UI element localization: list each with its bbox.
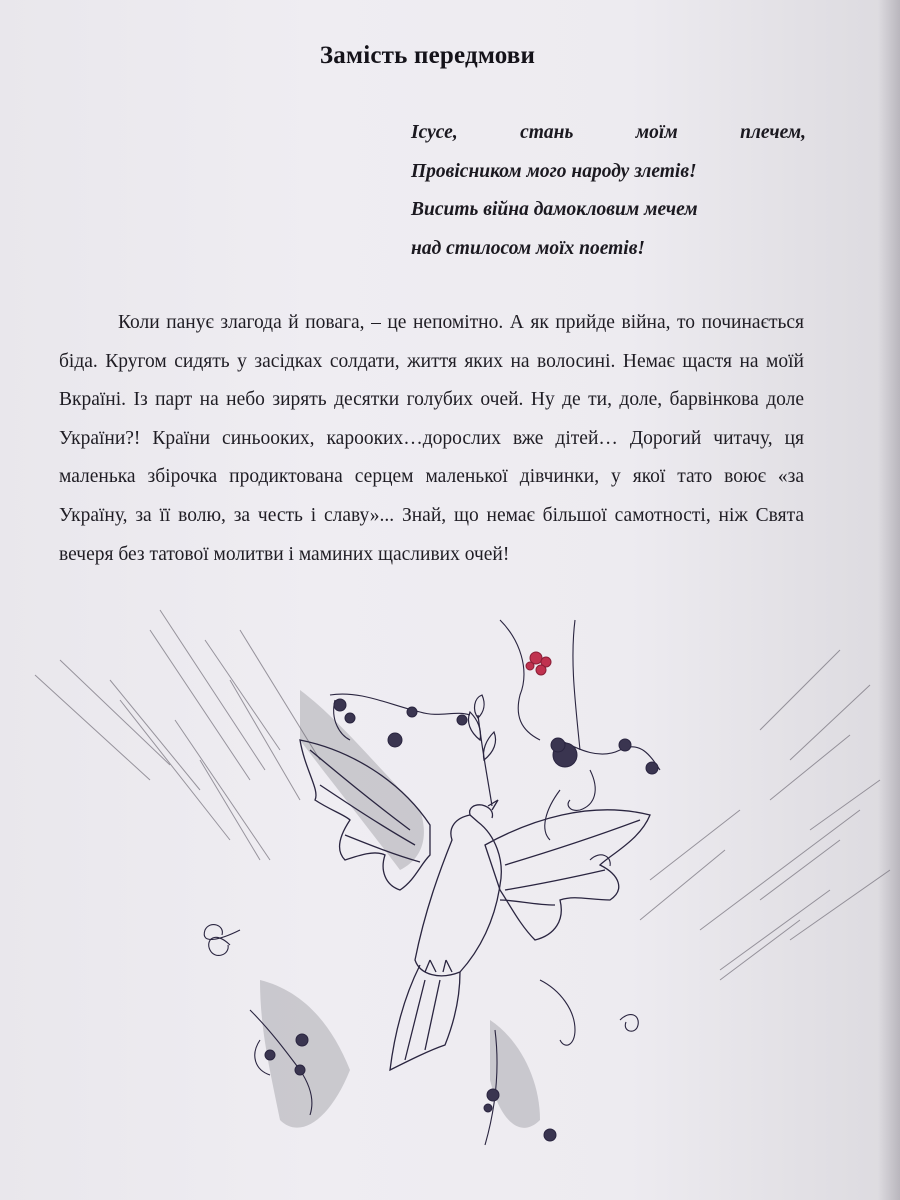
- poem-line-4: над стилосом моїх поетів!: [411, 237, 645, 259]
- poem-line-3: Висить війна дамокловим мечем: [411, 199, 698, 220]
- shading-strokes: [35, 610, 890, 980]
- dove-illustration: [0, 600, 900, 1200]
- poem-line-1: [411, 114, 806, 153]
- poem-word: Ісусе,: [411, 122, 458, 143]
- poem-word: стань: [520, 122, 574, 143]
- shadow-area: [260, 690, 540, 1128]
- red-flower-accent: [526, 652, 551, 675]
- epigraph-poem: [411, 114, 806, 268]
- poem-word: плечем,: [740, 122, 806, 143]
- foreword-paragraph: Коли панує злагода й повага, – це непомітно. А як прийде війна, то починається біда. Кругом сидять у засідках солдати, життя яких на волосині. Немає щастя на моїй Вкраїні. Із парт на небо зирять десятки голубих очей. Ну де ти, доле, барвінкова доле України?! Країни синьооких, карооких…дорослих вже дітей… Дорогий читачу, ця маленька збірочка продиктована серцем маленької дівчинки, у якої тато воює «за Україну, за її волю, за честь і славу»... Знай, що немає більшої самотності, ніж Свята вечеря без татової молитви і маминих щасливих очей!: [59, 312, 804, 565]
- poem-line-2: Провісником мого народу злетів!: [411, 160, 697, 182]
- poem-word: моїм: [635, 122, 678, 143]
- page-heading: Замість передмови: [319, 42, 536, 69]
- foreword-body: [59, 304, 804, 574]
- olive-branch: [468, 695, 495, 806]
